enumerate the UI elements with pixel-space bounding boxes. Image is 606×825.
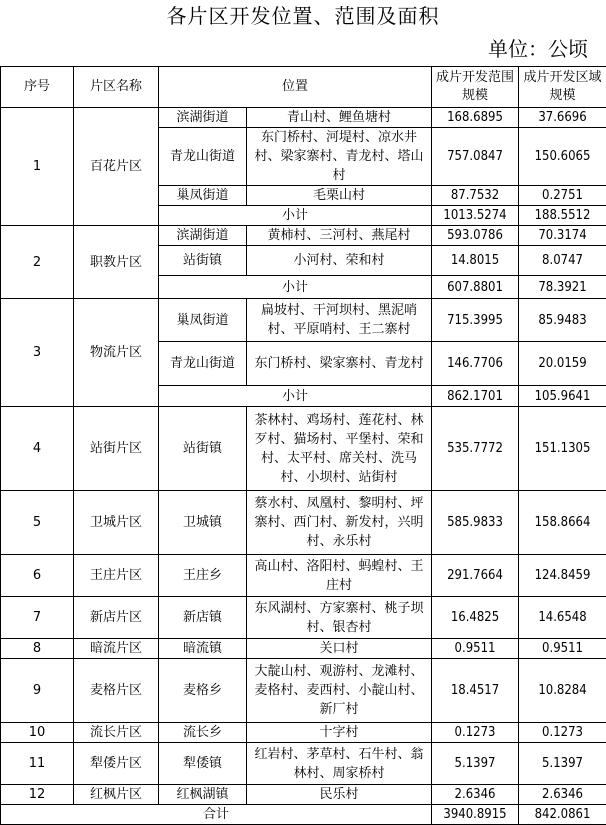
zone-scope-cell: 158.8664 — [519, 491, 606, 555]
zone-name-cell: 暗流片区 — [74, 639, 159, 659]
street-cell: 滨湖街道 — [159, 226, 247, 246]
villages-cell: 东门桥村、梁家寨村、青龙村 — [247, 342, 432, 386]
header-zone-name: 片区名称 — [74, 67, 159, 108]
subtotal-label: 小计 — [159, 386, 432, 407]
table-row — [1, 597, 606, 639]
zone-name-cell: 麦格片区 — [74, 659, 159, 723]
street-cell: 滨湖街道 — [159, 108, 247, 128]
zone-name-cell: 王庄片区 — [74, 555, 159, 597]
seq-cell: 7 — [1, 597, 74, 639]
dev-scope-cell: 757.0847 — [432, 128, 519, 186]
zone-scope-cell: 5.1397 — [519, 743, 606, 785]
subtotal-label: 小计 — [159, 206, 432, 226]
dev-scope-cell: 593.0786 — [432, 226, 519, 246]
total-row — [1, 805, 606, 825]
total-label: 合计 — [1, 805, 432, 825]
zone-name-cell: 流长片区 — [74, 723, 159, 743]
street-cell: 青龙山街道 — [159, 342, 247, 386]
table-row — [1, 555, 606, 597]
zone-scope-cell: 2.6346 — [519, 785, 606, 805]
villages-cell: 民乐村 — [247, 785, 432, 805]
villages-cell: 青山村、鲤鱼塘村 — [247, 108, 432, 128]
seq-cell: 1 — [1, 108, 74, 226]
seq-cell: 11 — [1, 743, 74, 785]
street-cell: 王庄乡 — [159, 555, 247, 597]
villages-cell: 茶林村、鸡场村、莲花村、林歹村、猫场村、平堡村、荣和村、太平村、席关村、洗马村、小坝村、站街村 — [247, 407, 432, 491]
villages-cell: 关口村 — [247, 639, 432, 659]
seq-cell: 3 — [1, 299, 74, 407]
zone-scope-cell: 70.3174 — [519, 226, 606, 246]
dev-scope-cell: 5.1397 — [432, 743, 519, 785]
villages-cell: 高山村、洛阳村、蚂蝗村、王庄村 — [247, 555, 432, 597]
dev-scope-cell: 18.4517 — [432, 659, 519, 723]
zone-name-cell: 站街片区 — [74, 407, 159, 491]
zone-scope-cell: 8.0747 — [519, 246, 606, 276]
zone-name-cell: 物流片区 — [74, 299, 159, 407]
document-title: 各片区开发位置、范围及面积 — [0, 0, 606, 32]
street-cell: 暗流镇 — [159, 639, 247, 659]
villages-cell: 黄柿村、三河村、燕尾村 — [247, 226, 432, 246]
dev-scope-cell: 14.8015 — [432, 246, 519, 276]
total-dev: 3940.8915 — [432, 805, 519, 825]
seq-cell: 10 — [1, 723, 74, 743]
street-cell: 站街镇 — [159, 246, 247, 276]
table-row — [1, 407, 606, 491]
dev-scope-cell: 16.4825 — [432, 597, 519, 639]
dev-scope-cell: 535.7772 — [432, 407, 519, 491]
dev-scope-cell: 0.9511 — [432, 639, 519, 659]
dev-scope-cell: 291.7664 — [432, 555, 519, 597]
zone-name-cell: 百花片区 — [74, 108, 159, 226]
table-row — [1, 226, 606, 246]
header-seq: 序号 — [1, 67, 74, 108]
street-cell: 站街镇 — [159, 407, 247, 491]
zone-scope-cell: 20.0159 — [519, 342, 606, 386]
dev-scope-cell: 585.9833 — [432, 491, 519, 555]
header-location: 位置 — [159, 67, 432, 108]
zone-scope-cell: 151.1305 — [519, 407, 606, 491]
seq-cell: 4 — [1, 407, 74, 491]
dev-scope-cell: 2.6346 — [432, 785, 519, 805]
seq-cell: 9 — [1, 659, 74, 723]
zone-scope-cell: 14.6548 — [519, 597, 606, 639]
table-row — [1, 723, 606, 743]
zone-scope-cell: 124.8459 — [519, 555, 606, 597]
dev-scope-cell: 715.3995 — [432, 299, 519, 342]
table-row — [1, 299, 606, 342]
table-row — [1, 659, 606, 723]
street-cell: 流长乡 — [159, 723, 247, 743]
street-cell: 青龙山街道 — [159, 128, 247, 186]
dev-scope-cell: 168.6895 — [432, 108, 519, 128]
table-row — [1, 743, 606, 785]
villages-cell: 东门桥村、河堤村、凉水井村、梁家寨村、青龙村、塔山村 — [247, 128, 432, 186]
street-cell: 新店镇 — [159, 597, 247, 639]
dev-scope-cell: 87.7532 — [432, 186, 519, 206]
header-row — [1, 67, 606, 108]
zone-scope-cell: 85.9483 — [519, 299, 606, 342]
seq-cell: 5 — [1, 491, 74, 555]
villages-cell: 毛栗山村 — [247, 186, 432, 206]
table-row — [1, 639, 606, 659]
subtotal-area: 188.5512 — [519, 206, 606, 226]
dev-scope-cell: 146.7706 — [432, 342, 519, 386]
zone-name-cell: 新店片区 — [74, 597, 159, 639]
seq-cell: 2 — [1, 226, 74, 299]
street-cell: 红枫湖镇 — [159, 785, 247, 805]
street-cell: 巢凤街道 — [159, 299, 247, 342]
street-cell: 麦格乡 — [159, 659, 247, 723]
villages-cell: 红岩村、茅草村、石牛村、翁林村、周家桥村 — [247, 743, 432, 785]
villages-cell: 蔡水村、凤凰村、黎明村、坪寨村、西门村、新发村，兴明村、永乐村 — [247, 491, 432, 555]
total-area: 842.0861 — [519, 805, 606, 825]
subtotal-dev: 862.1701 — [432, 386, 519, 407]
zone-name-cell: 犁倭片区 — [74, 743, 159, 785]
table-row — [1, 785, 606, 805]
zone-name-cell: 红枫片区 — [74, 785, 159, 805]
subtotal-dev: 607.8801 — [432, 276, 519, 299]
zone-scope-cell: 10.8284 — [519, 659, 606, 723]
header-zone-scope: 成片开发区域规模 — [519, 67, 606, 108]
subtotal-area: 78.3921 — [519, 276, 606, 299]
zones-table — [0, 66, 606, 825]
seq-cell: 12 — [1, 785, 74, 805]
subtotal-dev: 1013.5274 — [432, 206, 519, 226]
villages-cell: 东风湖村、方家寨村、桃子坝村、银杏村 — [247, 597, 432, 639]
table-row — [1, 491, 606, 555]
subtotal-label: 小计 — [159, 276, 432, 299]
zone-scope-cell: 0.2751 — [519, 186, 606, 206]
header-dev-scope: 成片开发范围规模 — [432, 67, 519, 108]
zone-scope-cell: 150.6065 — [519, 128, 606, 186]
villages-cell: 扁坡村、干河坝村、黑泥哨村、平原哨村、王二寨村 — [247, 299, 432, 342]
villages-cell: 小河村、荣和村 — [247, 246, 432, 276]
seq-cell: 8 — [1, 639, 74, 659]
zone-scope-cell: 0.1273 — [519, 723, 606, 743]
unit-label: 单位：公顷 — [488, 34, 588, 64]
subtotal-area: 105.9641 — [519, 386, 606, 407]
zone-scope-cell: 37.6696 — [519, 108, 606, 128]
zone-name-cell: 职教片区 — [74, 226, 159, 299]
table-row — [1, 108, 606, 128]
zone-name-cell: 卫城片区 — [74, 491, 159, 555]
villages-cell: 十字村 — [247, 723, 432, 743]
seq-cell: 6 — [1, 555, 74, 597]
zone-scope-cell: 0.9511 — [519, 639, 606, 659]
street-cell: 犁倭镇 — [159, 743, 247, 785]
street-cell: 卫城镇 — [159, 491, 247, 555]
street-cell: 巢凤街道 — [159, 186, 247, 206]
dev-scope-cell: 0.1273 — [432, 723, 519, 743]
villages-cell: 大靛山村、观游村、龙滩村、麦格村、麦西村、小靛山村、新厂村 — [247, 659, 432, 723]
